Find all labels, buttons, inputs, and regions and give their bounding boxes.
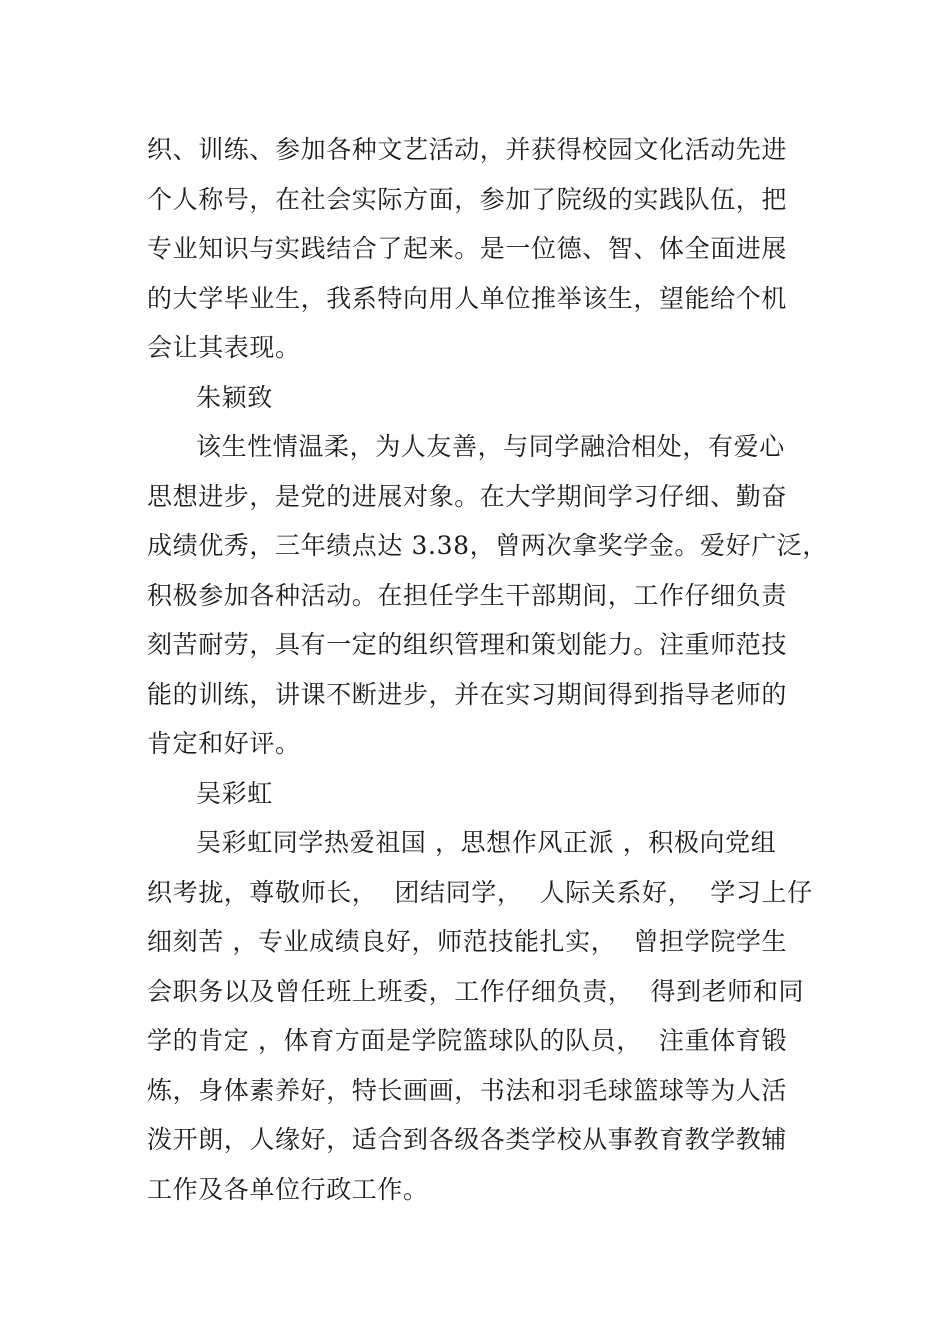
text-line: 会让其表现。 [147, 333, 301, 362]
text-line: 专业知识与实践结合了起来。是一位德、智、体全面进展 [147, 234, 788, 263]
person-name-heading: 吴彩虹 [196, 779, 273, 808]
text-line: 炼，身体素养好，特长画画，书法和羽毛球篮球等为人活 [147, 1076, 788, 1105]
text-line: 细刻苦 ，专业成绩良好，师范技能扎实， 曾担学院学生 [147, 927, 788, 956]
text-line: 泼开朗，人缘好，适合到各级各类学校从事教育教学教辅 [147, 1125, 788, 1154]
text-line: 刻苦耐劳，具有一定的组织管理和策划能力。注重师范技 [147, 630, 788, 659]
text-line: 织考拢，尊敬师长， 团结同学， 人际关系好， 学习上仔 [147, 878, 813, 907]
person-name-heading: 朱颖致 [196, 383, 273, 412]
text-line: 学的肯定 ，体育方面是学院篮球队的队员， 注重体育锻 [147, 1026, 788, 1055]
text-line: 成绩优秀，三年绩点达 3.38，曾两次拿奖学金。爱好广泛， [147, 531, 829, 560]
text-line: 吴彩虹同学热爱祖国 ，思想作风正派 ，积极向党组 [196, 828, 777, 857]
text-line: 肯定和好评。 [147, 729, 301, 758]
text-line: 的大学毕业生，我系特向用人单位推举该生，望能给个机 [147, 284, 788, 313]
text-line: 思想进步，是党的进展对象。在大学期间学习仔细、勤奋 [147, 482, 788, 511]
text-line: 个人称号，在社会实际方面，参加了院级的实践队伍，把 [147, 185, 788, 214]
text-line: 该生性情温柔，为人友善，与同学融洽相处，有爱心 [196, 432, 785, 461]
text-line: 工作及各单位行政工作。 [147, 1175, 429, 1204]
text-line: 能的训练，讲课不断进步，并在实习期间得到指导老师的 [147, 680, 788, 709]
text-line: 积极参加各种活动。在担任学生干部期间，工作仔细负责 [147, 581, 788, 610]
text-line: 织、训练、参加各种文艺活动，并获得校园文化活动先进 [147, 135, 788, 164]
text-line: 会职务以及曾任班上班委，工作仔细负责， 得到老师和同 [147, 977, 805, 1006]
